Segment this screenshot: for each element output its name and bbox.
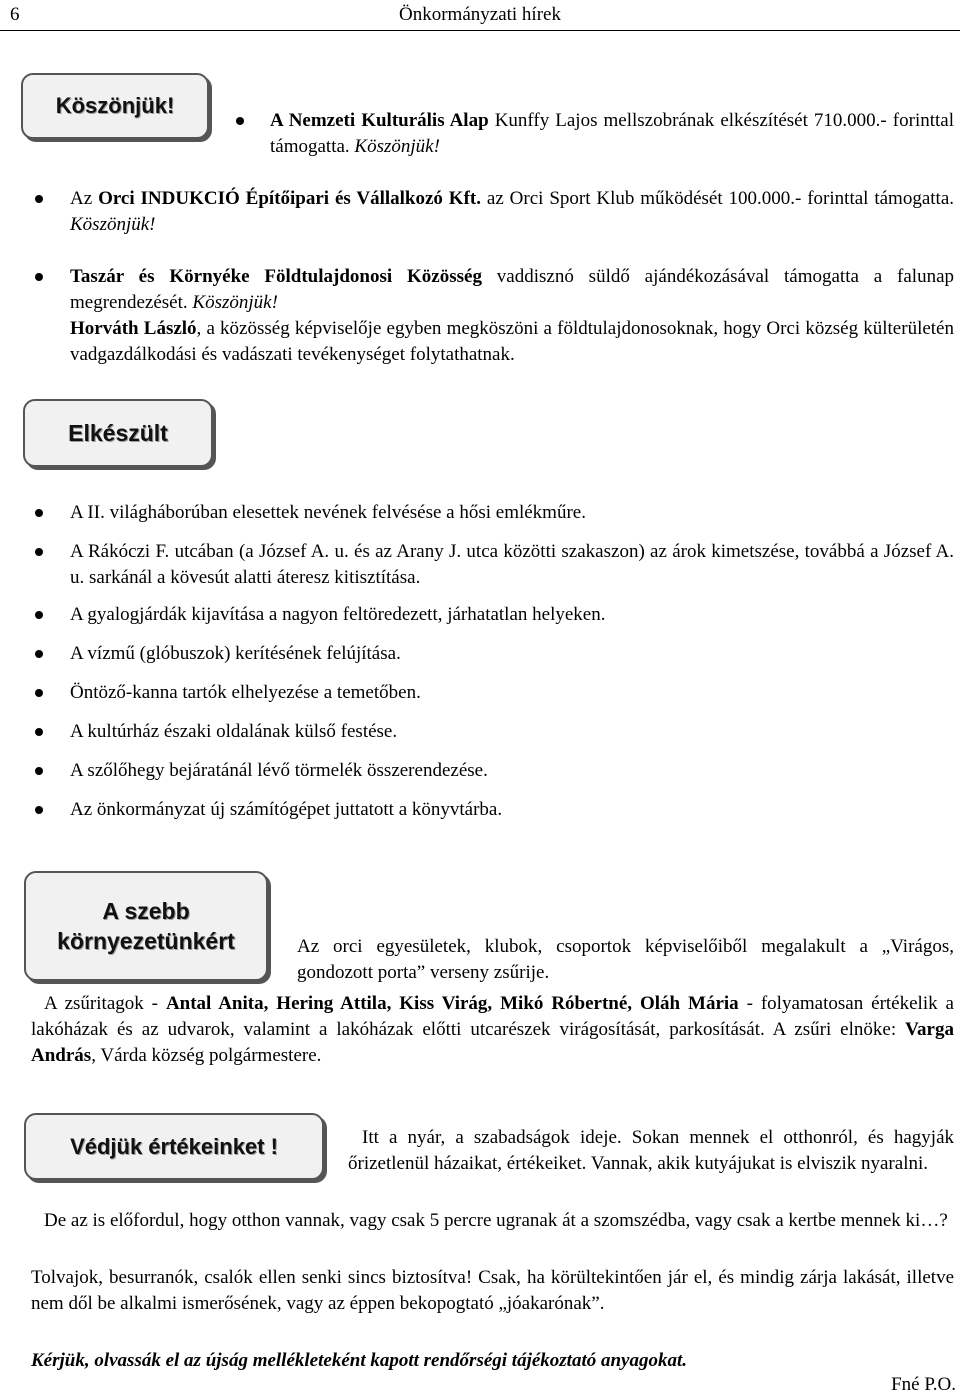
section-heading-protect: [24, 1113, 324, 1180]
section-heading-environment-line2: környezetünkért: [57, 928, 235, 954]
section-heading-done-label: Elkészült: [68, 420, 168, 446]
bullet-icon: [35, 767, 43, 775]
done-item-3: A gyalogjárdák kijavítása a nagyon feltöredezett, járhatatlan helyeken.: [70, 604, 606, 625]
thanks-item-3: Taszár és Környéke Földtulajdonosi Közösség vaddisznó süldő ajándékozásával támogatta a falunap megrendezését. Köszönjük!: [70, 266, 955, 313]
bullet-icon: [35, 509, 43, 517]
environment-jury: A zsűritagok - Antal Anita, Hering Attila, Kiss Virág, Mikó Róbertné, Oláh Mária - folyamatosan értékelik a lakóházak és az udvarok, valamint a lakóházak előtti utcarészek virágosítását, parkosítását. A zsűri elnöke: Varga András, Várda község polgármestere.: [31, 993, 954, 1066]
bullet-icon: [35, 273, 43, 281]
police-notice: Kérjük, olvassák el az újság mellékleteként kapott rendőrségi tájékoztató anyagokat.: [31, 1350, 688, 1371]
bullet-icon: [35, 689, 43, 697]
done-item-1: A II. világháborúban elesettek nevének felvésése a hősi emlékműre.: [70, 502, 586, 523]
section-heading-environment-line1: A szebb: [102, 898, 190, 924]
header-divider: [0, 30, 960, 31]
done-item-6: A kultúrház északi oldalának külső festése.: [70, 721, 398, 742]
done-item-8: Az önkormányzat új számítógépet juttatott a könyvtárba.: [70, 799, 503, 820]
thanks-item-1: A Nemzeti Kulturális Alap Kunffy Lajos mellszobrának elkészítését 710.000.- forinttal támogatta. Köszönjük!: [270, 110, 954, 157]
done-item-7: A szőlőhegy bejáratánál lévő törmelék összerendezése.: [70, 760, 488, 781]
protect-paragraph-2: De az is előfordul, hogy otthon vannak, vagy csak 5 percre ugranak át a szomszédba, vagy csak a kertbe mennek ki…?: [44, 1210, 948, 1231]
signature: Fné P.O.: [891, 1374, 956, 1395]
bullet-icon: [35, 548, 43, 556]
page-number: 6: [10, 4, 20, 25]
section-heading-environment: [24, 871, 268, 981]
bullet-icon: [35, 806, 43, 814]
bullet-icon: [35, 728, 43, 736]
section-heading-thanks-label: Köszönjük!: [55, 93, 175, 118]
section-heading-protect-label: Védjük értékeinket !: [70, 1133, 278, 1159]
done-item-5: Öntöző-kanna tartók elhelyezése a temetőben.: [70, 682, 421, 703]
bullet-icon: [35, 195, 43, 203]
done-item-4: A vízmű (glóbuszok) kerítésének felújítása.: [70, 643, 401, 664]
bullet-icon: [35, 611, 43, 619]
done-item-2: A Rákóczi F. utcában (a József A. u. és az Arany J. utca közötti szakaszon) az árok kimetszése, továbbá a József A. u. sarkánál a kövesút alatti áteresz kitisztítása.: [70, 541, 954, 588]
section-heading-done: [23, 399, 213, 467]
protect-paragraph-3: Tolvajok, besurranók, csalók ellen senki sincs biztosítva! Csak, ha körültekintően jár el, és mindig zárja lakását, illetve nem dől be alkalmi ismerősének, vagy az éppen bekopogtató „jóakarónak”.: [31, 1267, 954, 1314]
bullet-icon: [236, 117, 244, 125]
section-heading-thanks: [21, 73, 209, 139]
thanks-item-2: Az Orci INDUKCIÓ Építőipari és Vállalkozó Kft. az Orci Sport Klub működését 100.000.- forinttal támogatta. Köszönjük!: [70, 188, 954, 235]
protect-intro: Itt a nyár, a szabadságok ideje. Sokan mennek el otthonról, és hagyják őrizetlenül házaikat, értékeiket. Vannak, akik kutyájukat is elviszik nyaralni.: [348, 1127, 954, 1174]
environment-intro: Az orci egyesületek, klubok, csoportok képviselőiből megalakult a „Virágos, gondozott porta” verseny zsűrije.: [297, 936, 954, 983]
thanks-followup: Horváth László, a közösség képviselője egyben megköszöni a földtulajdonosoknak, hogy Orci község külterületén vadgazdálkodási és vadászati tevékenységet folytathatnak.: [70, 318, 954, 365]
bullet-icon: [35, 650, 43, 658]
running-header-title: Önkormányzati hírek: [399, 4, 561, 25]
